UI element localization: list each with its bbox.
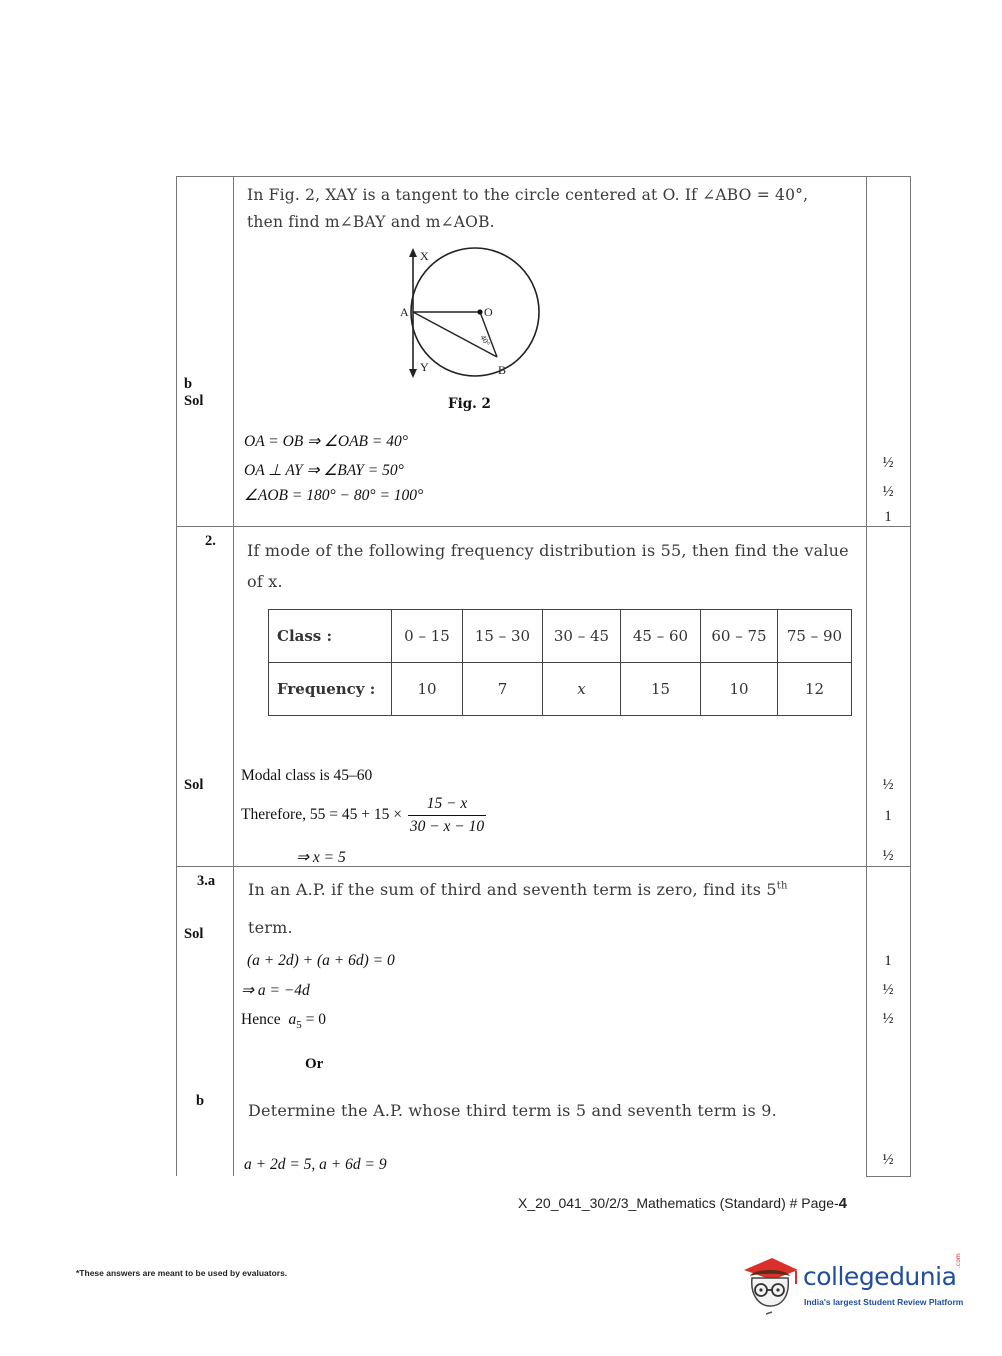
q1b-question-line1: In Fig. 2, XAY is a tangent to the circle centered at O. If ∠ABO = 40°,: [247, 186, 809, 204]
table-divider-marks: [866, 176, 867, 1176]
q3b-question: Determine the A.P. whose third term is 5 and seventh term is 9.: [248, 1101, 777, 1120]
marks-bottom-border: [866, 1176, 911, 1177]
class-cell: 60 – 75: [701, 610, 778, 663]
label-y: Y: [420, 360, 429, 374]
table-row-class: [269, 610, 852, 663]
collegedunia-brand-name: [803, 1262, 956, 1291]
q3a-equals: = 0: [305, 1011, 326, 1028]
class-cell: 75 – 90: [778, 610, 852, 663]
q2-number: 2.: [205, 533, 216, 549]
arrow-up-x: [409, 248, 417, 257]
q3b-sol-line1: a + 2d = 5, a + 6d = 9: [244, 1156, 387, 1173]
collegedunia-brand-suffix: .com: [955, 1253, 962, 1268]
q2-question-line1: If mode of the following frequency distribution is 55, then find the value: [247, 541, 849, 560]
q2-fraction: [408, 795, 486, 836]
q1b-sol-line1: OA = OB ⇒ ∠OAB = 40°: [244, 433, 408, 450]
arrow-down-y: [409, 369, 417, 378]
brand-name-text: collegedunia: [803, 1262, 957, 1291]
q2-mark-1: ½: [882, 777, 894, 793]
q3a-question-line2: term.: [248, 918, 293, 937]
fraction-denominator: 30 − x − 10: [409, 818, 485, 835]
frequency-cell: 10: [392, 663, 463, 716]
label-a: A: [400, 305, 409, 319]
q3a-sol-line3: [241, 1011, 326, 1031]
q3a-mark-1: 1: [884, 953, 892, 969]
angle-label: 40°: [478, 333, 492, 348]
q3a-hence: Hence: [241, 1011, 281, 1028]
frequency-table: [268, 609, 852, 716]
center-point-o: [477, 309, 482, 314]
q3a-question-text: In an A.P. if the sum of third and seventh term is zero, find its 5: [248, 880, 777, 899]
table-border-right: [910, 176, 911, 1176]
q1b-sol-line3: ∠AOB = 180° − 80° = 100°: [244, 487, 424, 504]
class-cell: 30 – 45: [543, 610, 621, 663]
q3a-mark-2: ½: [882, 982, 894, 998]
figure-caption: Fig. 2: [448, 396, 491, 412]
class-cell: 45 – 60: [621, 610, 701, 663]
q1b-mark-2: ½: [882, 484, 894, 500]
q1b-question-line2: then find m∠BAY and m∠AOB.: [247, 213, 495, 231]
evaluator-note: *These answers are meant to be used by evaluators.: [76, 1268, 288, 1278]
label-x: X: [420, 249, 429, 263]
q3a-var: a: [288, 1011, 297, 1028]
q3a-sol-line2: ⇒ a = −4d: [241, 982, 310, 999]
frequency-header: Frequency :: [269, 663, 392, 716]
row-divider-2: [176, 866, 911, 867]
q3a-sol-line1: (a + 2d) + (a + 6d) = 0: [247, 952, 395, 969]
page-number: 4: [838, 1195, 847, 1212]
q3a-mark-3: ½: [882, 1011, 894, 1027]
q3a-question-sup: th: [776, 880, 788, 892]
row-divider-1: [176, 526, 911, 527]
q3a-question-line1: [248, 880, 788, 899]
figure-2-circle-tangent: [395, 246, 545, 380]
q2-sol-line1: Modal class is 45–60: [241, 767, 373, 784]
collegedunia-tagline: India's largest Student Review Platform: [804, 1297, 964, 1307]
class-header: Class :: [269, 610, 392, 663]
q1b-label-sol: Sol: [184, 393, 204, 409]
q2-label-sol: Sol: [184, 777, 204, 793]
q3a-sub: 5: [296, 1019, 302, 1032]
table-border-top: [176, 176, 911, 177]
frequency-cell: 12: [778, 663, 852, 716]
footer-reference-text: X_20_041_30/2/3_Mathematics (Standard) # Page-: [518, 1195, 839, 1211]
q3a-label-sol: Sol: [184, 926, 204, 942]
q1b-mark-1: ½: [882, 455, 894, 471]
q3b-label-b: b: [196, 1093, 205, 1109]
table-divider-label: [233, 176, 234, 1176]
label-o: O: [484, 305, 493, 319]
q1b-mark-3: 1: [884, 509, 892, 525]
q1b-label-b: b: [184, 376, 193, 392]
table-border-left: [176, 176, 177, 1176]
q2-mark-3: ½: [882, 848, 894, 864]
frequency-cell: 10: [701, 663, 778, 716]
q2-question-line2: of x.: [247, 572, 283, 591]
q2-mark-2: 1: [884, 808, 892, 824]
class-cell: 0 – 15: [392, 610, 463, 663]
or-separator: Or: [305, 1056, 324, 1072]
q1b-sol-line2: OA ⊥ AY ⇒ ∠BAY = 50°: [244, 462, 404, 479]
label-b: B: [498, 363, 507, 377]
q3b-mark-1: ½: [882, 1152, 894, 1168]
q2-sol-therefore: Therefore, 55 = 45 + 15 ×: [241, 806, 402, 823]
frequency-cell: x: [543, 663, 621, 716]
fraction-numerator: 15 − x: [408, 795, 486, 816]
page-footer-reference: [518, 1195, 847, 1212]
q2-sol-result: ⇒ x = 5: [296, 849, 346, 866]
q3a-number: 3.a: [197, 873, 216, 889]
frequency-cell: 15: [621, 663, 701, 716]
class-cell: 15 – 30: [463, 610, 543, 663]
frequency-cell: 7: [463, 663, 543, 716]
collegedunia-mascot-icon: [738, 1248, 802, 1318]
table-row-frequency: [269, 663, 852, 716]
